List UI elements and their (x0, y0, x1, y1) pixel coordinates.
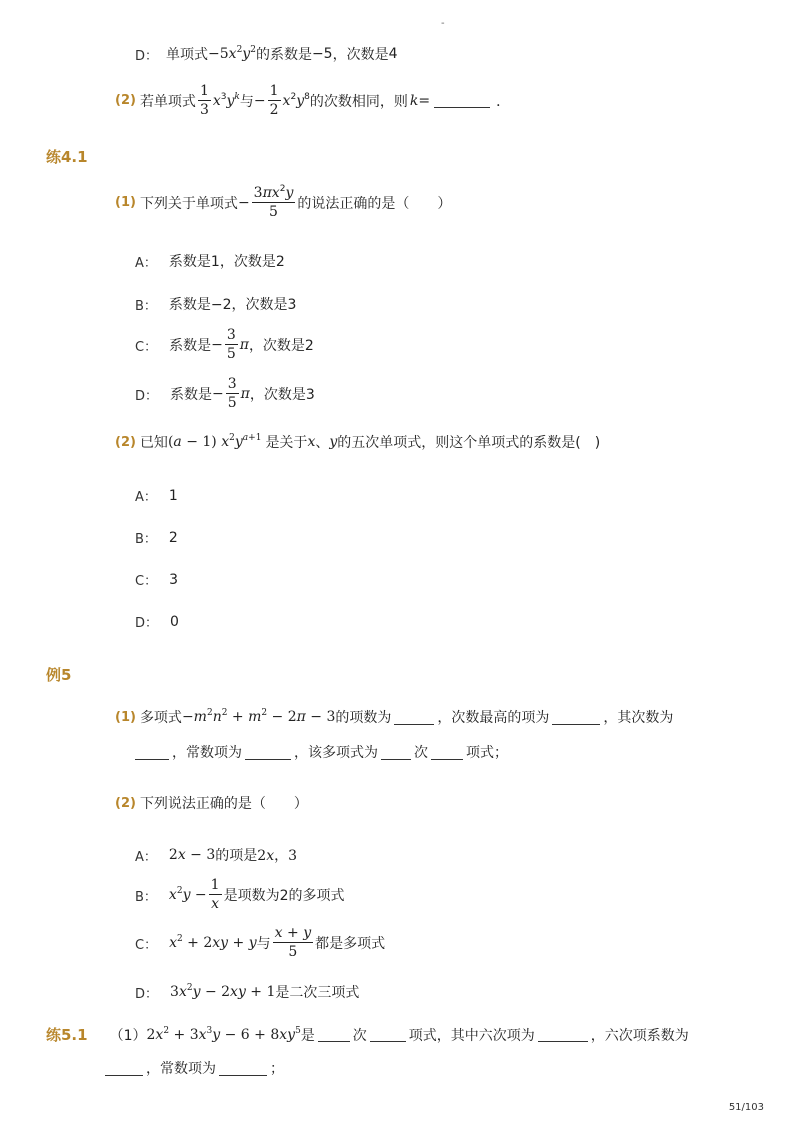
option-text: 是二次三项式 (275, 985, 360, 1001)
option-text: 系数是−2，次数是3 (168, 297, 297, 313)
answer-blank[interactable] (381, 745, 411, 760)
question-number: （1） (109, 1027, 147, 1044)
minus-sign: − (212, 385, 224, 402)
question-text: 是 (300, 1027, 315, 1044)
answer-blank[interactable] (434, 93, 490, 108)
math-expression: $x^2 + 2xy + y$ (169, 933, 257, 951)
option-label: A： (135, 490, 157, 505)
question-text: ，常数项为 (172, 745, 242, 761)
answer-blank[interactable] (370, 1027, 406, 1042)
question-text: ，其次数为 (603, 710, 674, 726)
lian51-line1 (46, 1024, 689, 1045)
fraction-monomial: $\frac{3\pi x^2y}{5}$ (253, 184, 294, 220)
fraction-one-half: $\frac{1}{2}$ (269, 83, 279, 118)
question-text: 下列说法正确的是（ ） (139, 796, 308, 812)
question-text: 的次数相同，则 (309, 93, 408, 110)
li5-question-1-line2 (135, 742, 508, 762)
fraction-one-over-x: $\frac{1}{x}$ (210, 877, 220, 912)
option-label: C： (135, 938, 158, 953)
answer-blank[interactable] (245, 745, 291, 760)
question-text: 多项式 (139, 710, 182, 726)
math-expression: 2x − 3 (168, 847, 216, 863)
lian41-question-1 (115, 184, 451, 221)
question-number: (1) (115, 709, 136, 725)
question-text: 下列关于单项式 (139, 195, 238, 212)
top-mark: - (441, 18, 445, 29)
math-pi: π (239, 336, 249, 353)
option-text: 是项数为2的多项式 (223, 887, 345, 904)
prev-question-2 (115, 82, 510, 119)
math-term: $x^2y^8$ (282, 91, 310, 109)
lian41-option-d[interactable] (135, 375, 315, 412)
math-monomial: $-5x^2y^2$ (208, 45, 256, 62)
option-text: 系数是 (169, 337, 212, 354)
lian41-q2-option-a[interactable] (135, 486, 178, 505)
math-var-x: x (307, 434, 316, 450)
math-expression: $3x^2y - 2xy + 1$ (170, 983, 276, 1000)
minus-sign: − (211, 336, 223, 353)
fraction-three-fifths: $\frac{3}{5}$ (226, 327, 236, 362)
math-polynomial: $2x^2 + 3x^3y - 6 + 8xy^5$ (146, 1025, 301, 1043)
question-text: 若单项式 (139, 93, 196, 110)
lian41-option-b[interactable] (135, 294, 296, 314)
question-number: (2) (115, 434, 136, 450)
answer-blank[interactable] (219, 1061, 267, 1076)
answer-blank[interactable] (394, 710, 434, 725)
page-number: 51/103 (728, 1102, 764, 1113)
question-number: (2) (115, 93, 136, 108)
question-text: ，常数项为 (146, 1061, 216, 1077)
option-label: A： (135, 255, 157, 271)
option-label: B： (135, 532, 157, 547)
question-text: ，该多项式为 (294, 745, 378, 761)
lian41-option-a[interactable] (135, 251, 285, 271)
option-label: C： (135, 340, 158, 355)
li5-option-c[interactable] (135, 924, 385, 961)
option-degree: 4 (388, 46, 398, 62)
answer-blank[interactable] (318, 1027, 350, 1042)
option-text: 系数是 (170, 386, 213, 403)
answer-blank[interactable] (431, 745, 463, 760)
question-text: ； (270, 1061, 284, 1077)
question-text: ，六次项系数为 (590, 1027, 689, 1044)
question-text: 、 (315, 435, 330, 451)
question-text: ，次数最高的项为 (437, 710, 550, 726)
fraction-one-third: $\frac{1}{3}$ (199, 83, 209, 118)
math-polynomial: $-m^2n^2 + m^2 - 2\pi - 3$ (181, 708, 336, 725)
option-label: B： (135, 298, 157, 314)
answer-blank[interactable] (105, 1061, 143, 1076)
question-text: 已知 (139, 435, 168, 451)
minus-sign: − (253, 92, 266, 109)
math-expression: (a − 1) $x^2y^{a+1}$ (167, 433, 262, 450)
option-label: D： (135, 389, 159, 404)
section-title-li5: 例5 (46, 666, 72, 684)
math-var-y: y (329, 434, 338, 450)
question-text: 的说法正确的是（ ） (297, 195, 452, 212)
option-label: D： (135, 48, 159, 64)
option-label: D： (135, 616, 159, 631)
option-label: A： (135, 849, 157, 865)
li5-option-d[interactable] (135, 982, 359, 1002)
question-text: 项式，其中六次项为 (408, 1027, 535, 1044)
math-pi: π (240, 385, 250, 402)
option-label: D： (135, 986, 159, 1002)
option-text: 的系数是 (255, 47, 312, 63)
option-text: 系数是1，次数是2 (168, 254, 285, 270)
question-text: 的五次单项式，则这个单项式的系数是( ) (337, 435, 601, 451)
math-expression: $x^2y$ − (168, 885, 207, 903)
lian41-option-c[interactable] (135, 326, 314, 363)
lian41-q2-option-d[interactable] (135, 612, 179, 631)
lian41-question-2 (115, 432, 600, 452)
li5-question-2 (115, 793, 308, 813)
question-number: (2) (115, 795, 136, 811)
option-text: 单项式 (166, 47, 209, 63)
option-text: 3 (169, 571, 178, 588)
option-label: C： (135, 574, 158, 589)
lian41-q2-option-c[interactable] (135, 570, 178, 589)
li5-option-a[interactable] (135, 845, 297, 865)
option-coef: −5 (311, 46, 333, 62)
li5-option-b[interactable] (135, 876, 345, 913)
option-text: ，次数是 (332, 47, 389, 63)
option-text: 都是多项式 (315, 935, 386, 952)
option-text: ，次数是2 (248, 337, 314, 354)
fraction-three-fifths: $\frac{3}{5}$ (227, 376, 237, 411)
fraction-x-plus-y-over-5: $\frac{x + y}{5}$ (274, 925, 312, 960)
math-term: $x^3y^k$ (212, 91, 240, 109)
option-text: 2 (168, 529, 178, 546)
section-title-lian5-1: 练5.1 (46, 1026, 88, 1044)
answer-blank[interactable] (538, 1027, 588, 1042)
lian51-line2 (105, 1058, 284, 1078)
equals-sign: = (418, 92, 431, 109)
math-var-k: k (409, 92, 419, 109)
question-text: 与 (239, 93, 254, 110)
math-expression: 2x，3 (257, 848, 298, 864)
lian41-q2-option-b[interactable] (135, 528, 178, 547)
option-text: 1 (168, 487, 178, 504)
question-text: 项式； (466, 745, 508, 761)
question-text: 的项数为 (335, 710, 392, 726)
question-text: ． (496, 93, 511, 110)
question-text: 次 (414, 745, 428, 761)
option-label: B： (135, 890, 157, 905)
answer-blank[interactable] (135, 745, 169, 760)
question-text: 次 (352, 1027, 367, 1044)
answer-blank[interactable] (552, 710, 600, 725)
option-text: 0 (170, 613, 179, 630)
question-text: 是关于 (265, 435, 308, 451)
option-text: 的项是 (215, 848, 258, 864)
prev-option-d (135, 44, 398, 64)
section-title-lian4-1: 练4.1 (46, 148, 88, 166)
li5-question-1-line1 (115, 707, 673, 727)
option-text: ，次数是3 (249, 386, 315, 403)
minus-sign: − (237, 194, 250, 211)
question-number: (1) (115, 195, 136, 210)
option-text: 与 (256, 935, 271, 952)
